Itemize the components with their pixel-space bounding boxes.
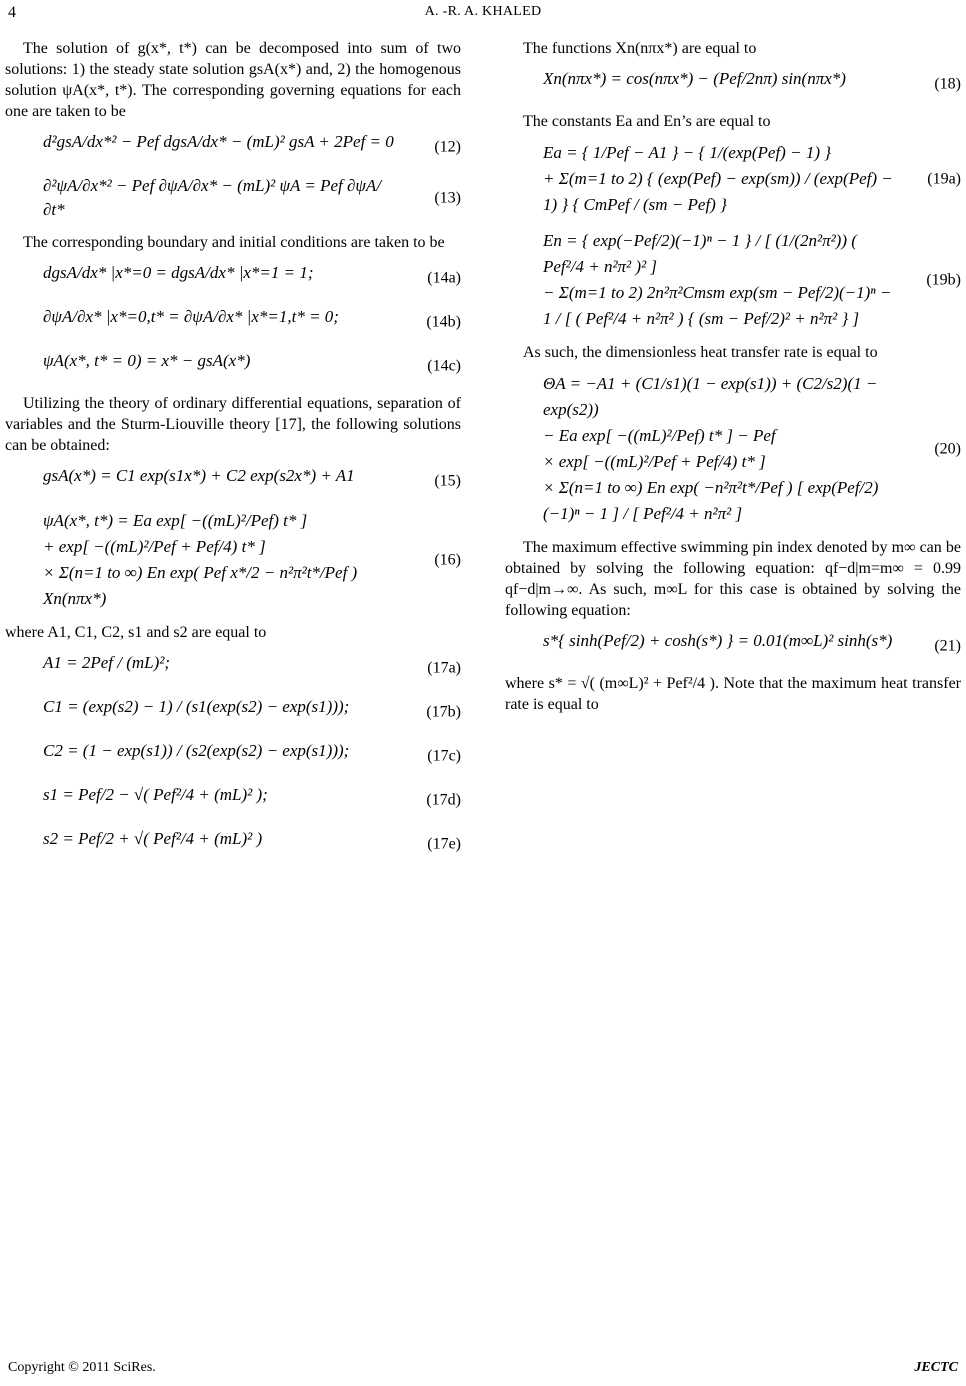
equation-17e: [5, 827, 461, 861]
equation-line: − Ea exp[ −((mL)²/Pef) t* ] − Pef: [543, 426, 776, 445]
equation-20: [505, 371, 961, 527]
equation-14c: [5, 349, 461, 383]
equation-19b: [505, 228, 961, 332]
equation-body: gsA(x*) = C1 exp(s1x*) + C2 exp(s2x*) + A1: [43, 466, 355, 485]
equation-body: d²gsA/dx*² − Pef dgsA/dx* − (mL)² gsA + 2Pef = 0: [43, 132, 394, 151]
equation-body: ψA(x*, t* = 0) = x* − gsA(x*): [43, 351, 251, 370]
equation-line: Ea = { 1/Pef − A1 } − { 1/(exp(Pef) − 1) }: [543, 143, 832, 162]
paragraph: The solution of g(x*, t*) can be decomposed into sum of two solutions: 1) the steady state solution gsA(x*) and, 2) the homogenous solution ψA(x*, t*). The corresponding governing equations for each one are taken to be: [5, 40, 461, 120]
equation-line: + Σ(m=1 to 2) { (exp(Pef) − exp(sm)) / (exp(Pef) − 1) } { CmPef / (sm − Pef) }: [543, 169, 893, 214]
equation-body: s2 = Pef/2 + √( Pef²/4 + (mL)² ): [43, 829, 263, 848]
equation-body: C1 = (exp(s2) − 1) / (s1(exp(s2) − exp(s1)));: [43, 697, 350, 716]
equation-number: (15): [434, 472, 461, 490]
paragraph: where s* = √( (m∞L)² + Pef²/4 ). Note that the maximum heat transfer rate is equal to: [505, 675, 961, 713]
equation-body: dgsA/dx* |x*=0 = dgsA/dx* |x*=1 = 1;: [43, 263, 314, 282]
equation-number: (17d): [426, 791, 461, 809]
equation-line: × exp[ −((mL)²/Pef + Pef/4) t* ]: [543, 452, 766, 471]
equation-number: (14c): [427, 357, 461, 375]
equation-19a: [505, 140, 961, 218]
equation-body: A1 = 2Pef / (mL)²;: [43, 653, 171, 672]
equation-body: ∂ψA/∂x* |x*=0,t* = ∂ψA/∂x* |x*=1,t* = 0;: [43, 307, 339, 326]
equation-number: (14b): [426, 313, 461, 331]
equation-17d: [5, 783, 461, 817]
left-column: [5, 38, 461, 871]
paragraph: Utilizing the theory of ordinary differential equations, separation of variables and the Sturm-Liouville theory [17], the following solutions can be obtained:: [5, 395, 461, 454]
equation-number: (12): [434, 138, 461, 156]
equation-number: (19b): [926, 271, 961, 289]
equation-line: − Σ(m=1 to 2) 2n²π²Cmsm exp(sm − Pef/2)(−1)ⁿ − 1 / [ ( Pef²/4 + n²π² ) { (sm − Pef/2)² + n²π² } ]: [543, 283, 892, 328]
equation-line: ψA(x*, t*) = Ea exp[ −((mL)²/Pef) t* ]: [43, 511, 308, 530]
equation-13: [5, 174, 461, 222]
paragraph: The maximum effective swimming pin index denoted by m∞ can be obtained by solving the following equation: qf−d|m=m∞ = 0.99 qf−d|m→∞. As such, m∞L for this case is obtained by solving the following equation:: [505, 539, 961, 619]
equation-number: (21): [934, 637, 961, 655]
equation-body: ∂²ψA/∂x*² − Pef ∂ψA/∂x* − (mL)² ψA = Pef ∂ψA/∂t*: [43, 176, 382, 219]
right-column: [505, 38, 961, 723]
equation-body: s*{ sinh(Pef/2) + cosh(s*) } = 0.01(m∞L)² sinh(s*): [543, 631, 893, 650]
equation-number: (20): [934, 440, 961, 458]
equation-number: (16): [434, 551, 461, 569]
paragraph: The corresponding boundary and initial conditions are taken to be: [23, 234, 445, 251]
equation-number: (17b): [426, 703, 461, 721]
equation-line: × Σ(n=1 to ∞) En exp( −n²π²t*/Pef ) [ exp(Pef/2)(−1)ⁿ − 1 ] / [ Pef²/4 + n²π² ]: [543, 478, 879, 523]
equation-body: C2 = (1 − exp(s1)) / (s2(exp(s2) − exp(s1)));: [43, 741, 350, 760]
equation-number: (19a): [927, 170, 961, 188]
equation-14b: [5, 305, 461, 339]
equation-number: (13): [434, 189, 461, 207]
equation-12: [5, 130, 461, 164]
equation-line: + exp[ −((mL)²/Pef + Pef/4) t* ]: [43, 537, 266, 556]
equation-line: En = { exp(−Pef/2)(−1)ⁿ − 1 } / [ (1/(2n²π²)) ( Pef²/4 + n²π² )² ]: [543, 231, 857, 276]
journal-footer: JECTC: [914, 1360, 958, 1375]
equation-21: [505, 629, 961, 663]
paragraph: As such, the dimensionless heat transfer rate is equal to: [523, 344, 878, 361]
equation-17a: [5, 651, 461, 685]
equation-14a: [5, 261, 461, 295]
paragraph: where A1, C1, C2, s1 and s2 are equal to: [5, 624, 267, 641]
equation-body: Xn(nπx*) = cos(nπx*) − (Pef/2nπ) sin(nπx*): [543, 69, 846, 88]
equation-number: (17e): [427, 835, 461, 853]
paragraph: The functions Xn(nπx*) are equal to: [523, 40, 757, 57]
equation-body: s1 = Pef/2 − √( Pef²/4 + (mL)² );: [43, 785, 268, 804]
copyright-footer: Copyright © 2011 SciRes.: [8, 1360, 156, 1375]
equation-17b: [5, 695, 461, 729]
page-number: 4: [8, 4, 16, 21]
equation-number: (17a): [427, 659, 461, 677]
running-head: A. -R. A. KHALED: [424, 4, 542, 19]
equation-number: (14a): [427, 269, 461, 287]
paragraph: The constants Ea and En’s are equal to: [523, 113, 771, 130]
equation-line: ΘA = −A1 + (C1/s1)(1 − exp(s1)) + (C2/s2)(1 − exp(s2)): [543, 374, 878, 419]
equation-number: (18): [934, 75, 961, 93]
equation-17c: [5, 739, 461, 773]
equation-18: [505, 67, 961, 101]
equation-number: (17c): [427, 747, 461, 765]
equation-15: [5, 464, 461, 498]
equation-16: [5, 508, 461, 612]
equation-line: × Σ(n=1 to ∞) En exp( Pef x*/2 − n²π²t*/Pef ) Xn(nπx*): [43, 563, 358, 608]
